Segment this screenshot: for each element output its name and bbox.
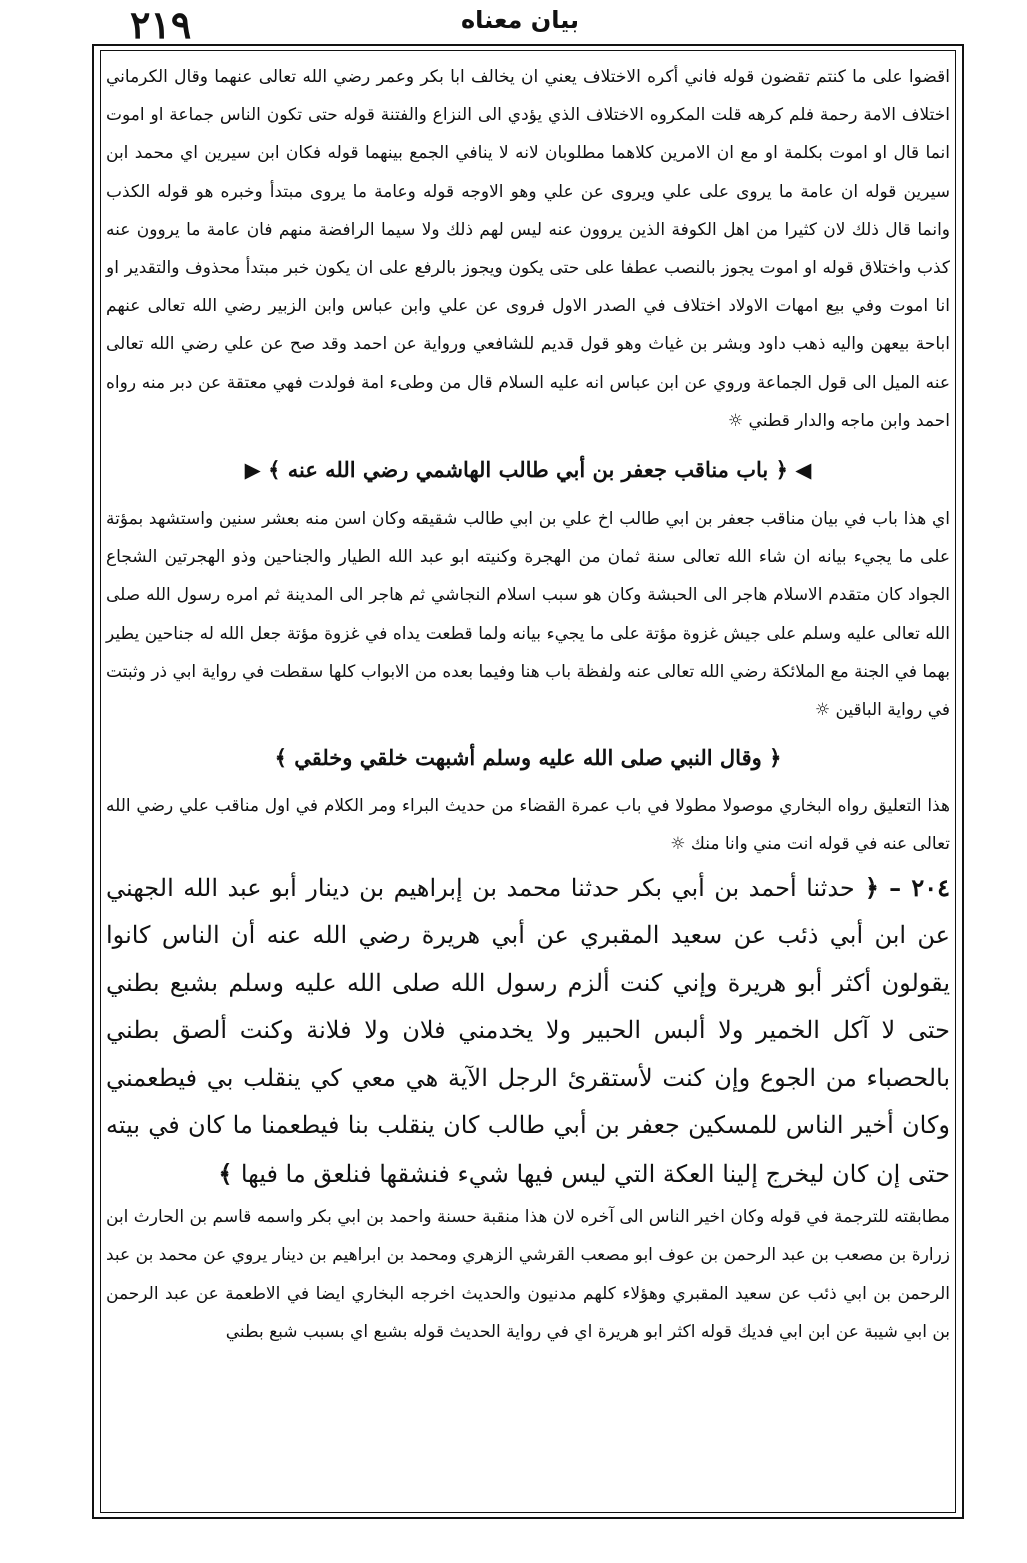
- hadith-dash-icon: – ﴿: [854, 872, 912, 902]
- quote-heading: [106, 729, 950, 787]
- quote-ornament-left-icon: ﴾: [274, 745, 287, 771]
- running-title: بيان معناه: [460, 6, 580, 34]
- quote-heading-text: وقال النبي صلى الله عليه وسلم أشبهت خلقي وخلقي: [294, 745, 762, 771]
- hadith-end-ornament-icon: ﴾: [218, 1158, 241, 1188]
- quote-ornament-right-icon: ﴿: [769, 745, 782, 771]
- chapter-heading: [106, 440, 950, 500]
- hadith-body: حدثنا أحمد بن أبي بكر حدثنا محمد بن إبراهيم بن دينار أبو عبد الله الجهني عن ابن أبي ذئب عن سعيد المقبري عن أبي هريرة رضي الله عنه أن الناس كانوا يقولون أكثر أبو هريرة وإني كنت ألزم رسول الله صلى الله عليه وسلم بشبع بطني حتى لا آكل الخمير ولا ألبس الحبير ولا يخدمني فلان ولا فلانة وكنت ألصق بطني بالحصباء من الجوع وإن كنت لأستقرئ الرجل الآية هي معي كي ينقلب بي فيطعمني وكان أخير الناس للمسكين جعفر بن أبي طالب كان ينقلب بنا فيطعمنا ما كان في بيته حتى إن كان ليخرج إلينا العكة التي ليس فيها شيء فنشقها فنلعق ما فيها: [106, 873, 950, 1188]
- hadith-commentary: مطابقته للترجمة في قوله وكان اخير الناس الى آخره لان هذا منقبة حسنة واحمد بن ابي بكر واسمه قاسم بن الحارث ابن زرارة بن مصعب بن عبد الرحمن بن عوف ابو مصعب القرشي الزهري ومحمد بن ابراهيم بن دينار يروي عن محمد بن عبد الرحمن بن ابي ذئب عن سعيد المقبري وهؤلاء كلهم مدنيون والحديث اخرجه البخاري ايضا في الاطعمة عن عبد الرحمن بن ابي شيبة عن ابن ابي فديك قوله اكثر ابو هريرة اي في رواية الحديث قوله بشبع اي بسبب شبع بطني: [106, 1207, 950, 1342]
- heading-ornament-right-icon: ◀︎ ﴿: [775, 457, 812, 483]
- heading-ornament-left-icon: ﴾ ▶︎: [244, 457, 281, 483]
- hadith-text: [106, 864, 950, 1199]
- chapter-heading-text: باب مناقب جعفر بن أبي طالب الهاشمي رضي الله عنه: [287, 457, 769, 483]
- chapter-commentary: اي هذا باب في بيان مناقب جعفر بن ابي طالب اخ علي بن ابي طالب شقيقه وكان اسن منه بعشر سنين واستشهد بمؤتة على ما يجيء بيانه ان شاء الله تعالى سنة ثمان من الهجرة وكنيته ابو عبد الله الطيار والجناحين وذو الهجرتين الشجاع الجواد كان متقدم الاسلام هاجر الى الحبشة وكان هو سبب اسلام النجاشي ثم هاجر الى المدينة ثم امره رسول الله صلى الله تعالى عليه وسلم على جيش غزوة مؤتة على ما يجيء بيانه ولما قطعت يداه في غزوة مؤتة جعل الله له جناحين يطير بهما في الجنة مع الملائكة رضي الله تعالى عنه ولفظة باب هنا وفيما بعده من الابواب كلها سقطت في رواية ابي ذر وثبتت في رواية الباقين ☼: [106, 509, 950, 721]
- page-body: [106, 58, 950, 1351]
- quote-commentary: هذا التعليق رواه البخاري موصولا مطولا في باب عمرة القضاء من حديث البراء ومر الكلام في اول مناقب علي رضي الله تعالى عنه في قوله انت مني وانا منك ☼: [106, 796, 950, 855]
- hadith-number: ٢٠٤: [911, 872, 950, 902]
- page-number: ٢١٩: [130, 2, 192, 47]
- commentary-paragraph: اقضوا على ما كنتم تقضون قوله فاني أكره الاختلاف يعني ان يخالف ابا بكر وعمر رضي الله تعالى عنهما وقال الكرماني اختلاف الامة رحمة فلم كرهه قلت المكروه الاختلاف الذي يؤدي الى النزاع والفتنة قوله حتى تكون الناس جماعة او اموت انما قال او اموت بكلمة او مع ان الامرين كلاهما مطلوبان لانه لا ينافي الجمع بينهما قوله فكان ابن سيرين اي محمد ابن سيرين قوله ان عامة ما يروى على علي ويروى عن علي وهو الاوجه قوله وعامة ما يروى مبتدأ وخبره هو قوله الكذب وانما قال ذلك لان كثيرا من اهل الكوفة الذين يروون عنه ليس لهم ذلك ولا سيما الرافضة منهم فان عامة ما يروون عنه كذب واختلاق قوله او اموت يجوز بالنصب عطفا على حتى يكون ويجوز بالرفع على ان يكون خبر مبتدأ محذوف والتقدير او انا اموت وفي بيع امهات الاولاد اختلاف في الصدر الاول فروى عن علي وابن عباس وابن الزبير رضي الله تعالى عنهم اباحة بيعهن واليه ذهب داود وبشر بن غياث وهو قول قديم للشافعي ورواية عن احمد وقد صح عن علي رضي الله تعالى عنه الميل الى قول الجماعة وروي عن ابن عباس انه عليه السلام قال من وطىء امة فولدت فهي معتقة عن دبر منه رواه احمد وابن ماجه والدار قطني ☼: [106, 67, 950, 431]
